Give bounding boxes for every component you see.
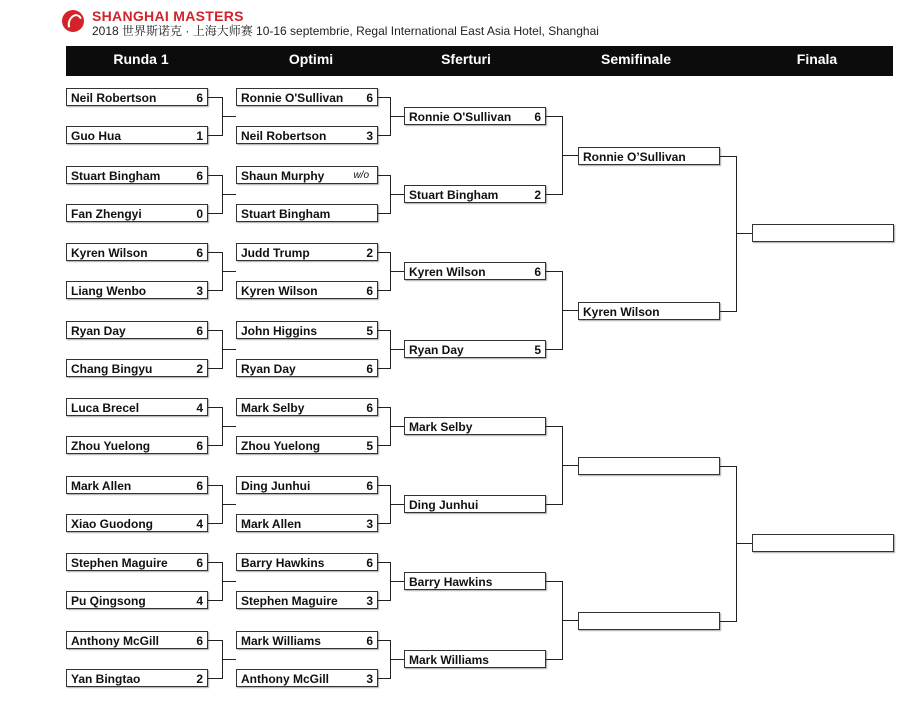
bracket-connector-line <box>546 504 562 505</box>
player-slot <box>236 476 378 494</box>
bracket-connector-line <box>390 271 404 272</box>
player-slot <box>66 204 208 222</box>
player-name: Ronnie O'Sullivan <box>409 110 512 124</box>
player-name: Luca Brecel <box>71 401 140 415</box>
bracket-connector-line <box>562 310 578 311</box>
player-name: Mark Selby <box>409 420 473 434</box>
player-name: Barry Hawkins <box>409 575 493 589</box>
bracket-connector-line <box>208 640 222 641</box>
player-score: 4 <box>196 594 203 608</box>
player-name: Yan Bingtao <box>71 671 141 686</box>
player-score: 6 <box>196 91 203 105</box>
bracket-connector-line <box>562 620 578 621</box>
empty-player-slot <box>578 457 720 475</box>
player-slot <box>404 417 546 435</box>
bracket-connector-line <box>546 194 562 195</box>
player-slot <box>66 436 208 454</box>
player-slot <box>404 572 546 590</box>
bracket-connector-line <box>720 311 736 312</box>
player-slot <box>66 591 208 609</box>
bracket-connector-line <box>736 156 737 312</box>
bracket-connector-line <box>720 621 736 622</box>
player-slot <box>66 321 208 339</box>
bracket-connector-line <box>378 600 390 601</box>
player-name: Neil Robertson <box>241 129 327 143</box>
player-name: Pu Qingsong <box>71 594 146 608</box>
player-score: 4 <box>196 401 203 415</box>
bracket-connector-line <box>222 659 236 660</box>
player-slot <box>404 262 546 280</box>
player-name: Kyren Wilson <box>409 265 486 279</box>
player-name: Zhou Yuelong <box>241 439 321 453</box>
player-name: Ryan Day <box>71 323 126 338</box>
player-name: Shaun Murphy <box>241 168 325 183</box>
bracket-connector-line <box>208 562 222 563</box>
player-name: Zhou Yuelong <box>71 439 151 453</box>
bracket-connector-line <box>208 252 222 253</box>
bracket-connector-line <box>208 485 222 486</box>
player-slot <box>236 514 378 532</box>
header-sferturi: Sferturi <box>441 51 491 67</box>
player-slot <box>404 340 546 358</box>
player-slot <box>236 88 378 106</box>
brand-title: SHANGHAI MASTERS <box>92 8 244 24</box>
player-slot <box>66 398 208 416</box>
bracket-connector-line <box>390 504 404 505</box>
player-name: Stephen Maguire <box>241 594 338 608</box>
player-score: 6 <box>534 110 541 124</box>
bracket-connector-line <box>546 581 562 582</box>
player-score: 6 <box>366 91 373 105</box>
player-score: 2 <box>534 187 541 202</box>
player-name: John Higgins <box>241 323 317 338</box>
bracket-connector-line <box>208 290 222 291</box>
player-name: Ronnie O'Sullivan <box>241 91 344 105</box>
player-slot <box>66 514 208 532</box>
player-name: Kyren Wilson <box>71 246 148 260</box>
bracket-connector-line <box>378 368 390 369</box>
bracket-connector-line <box>562 155 578 156</box>
bracket-connector-line <box>208 175 222 176</box>
player-name: Mark Allen <box>241 516 302 531</box>
header-finala: Finala <box>796 51 838 67</box>
bracket-connector-line <box>208 97 222 98</box>
bracket-connector-line <box>378 523 390 524</box>
bracket-connector-line <box>222 349 236 350</box>
player-name: Stuart Bingham <box>71 168 161 183</box>
player-score: 3 <box>366 594 373 608</box>
header-runda-1: Runda 1 <box>113 51 169 67</box>
bracket-connector-line <box>208 213 222 214</box>
bracket-connector-line <box>390 349 404 350</box>
bracket-connector-line <box>378 445 390 446</box>
player-slot <box>66 631 208 649</box>
bracket-connector-line <box>222 116 236 117</box>
player-name: Anthony McGill <box>71 633 159 648</box>
bracket-connector-line <box>378 213 390 214</box>
player-slot <box>236 591 378 609</box>
player-slot <box>236 359 378 377</box>
player-score: 6 <box>196 633 203 648</box>
bracket-connector-line <box>720 156 736 157</box>
bracket-connector-line <box>390 659 404 660</box>
bracket-connector-line <box>562 465 578 466</box>
player-score: 5 <box>366 323 373 338</box>
bracket-connector-line <box>222 504 236 505</box>
player-name: Guo Hua <box>71 129 121 143</box>
player-name: Ryan Day <box>409 342 464 357</box>
bracket-connector-line <box>222 581 236 582</box>
bracket-connector-line <box>546 116 562 117</box>
player-slot <box>66 243 208 261</box>
player-slot <box>236 631 378 649</box>
player-slot <box>236 321 378 339</box>
bracket-connector-line <box>208 368 222 369</box>
empty-player-slot <box>752 224 894 242</box>
player-score: 3 <box>366 129 373 143</box>
bracket-connector-line <box>378 252 390 253</box>
bracket-connector-line <box>736 233 752 234</box>
player-name: Liang Wenbo <box>71 284 147 298</box>
bracket-connector-line <box>546 426 562 427</box>
player-name: Stephen Maguire <box>71 556 168 570</box>
empty-player-slot <box>752 534 894 552</box>
player-score: 2 <box>366 246 373 260</box>
shanghai-masters-logo-icon <box>62 10 84 32</box>
bracket-connector-line <box>390 194 404 195</box>
player-slot <box>404 650 546 668</box>
player-name: Ryan Day <box>241 361 296 376</box>
bracket-connector-line <box>208 678 222 679</box>
player-slot <box>236 553 378 571</box>
player-name: Anthony McGill <box>241 671 329 686</box>
player-name: Stuart Bingham <box>409 187 499 202</box>
player-name: Barry Hawkins <box>241 556 325 570</box>
bracket-connector-line <box>378 290 390 291</box>
walkover-label: w/o <box>353 169 369 181</box>
player-score: 5 <box>366 439 373 453</box>
player-slot <box>66 281 208 299</box>
player-score: 6 <box>366 478 373 493</box>
bracket-connector-line <box>208 330 222 331</box>
bracket-connector-line <box>390 116 404 117</box>
bracket-connector-line <box>222 271 236 272</box>
bracket-connector-line <box>736 543 752 544</box>
bracket-connector-line <box>222 194 236 195</box>
player-score: 6 <box>196 246 203 260</box>
player-slot <box>66 553 208 571</box>
bracket-connector-line <box>378 330 390 331</box>
bracket-connector-line <box>720 466 736 467</box>
bracket-connector-line <box>736 466 737 622</box>
player-name: Judd Trump <box>241 246 310 260</box>
bracket-connector-line <box>378 485 390 486</box>
player-slot <box>236 436 378 454</box>
player-slot <box>66 476 208 494</box>
round-header-bar <box>66 46 893 76</box>
bracket-connector-line <box>378 407 390 408</box>
player-slot <box>236 281 378 299</box>
bracket-connector-line <box>390 581 404 582</box>
player-name: Ding Junhui <box>409 497 479 512</box>
header-optimi: Optimi <box>288 51 334 67</box>
player-name: Kyren Wilson <box>583 305 660 319</box>
bracket-connector-line <box>546 271 562 272</box>
bracket-connector-line <box>378 678 390 679</box>
player-slot <box>66 88 208 106</box>
player-score: 5 <box>534 342 541 357</box>
bracket-connector-line <box>222 426 236 427</box>
player-score: 6 <box>196 168 203 183</box>
player-score: 2 <box>196 671 203 686</box>
player-slot <box>236 398 378 416</box>
bracket-connector-line <box>208 600 222 601</box>
event-subtitle: 2018 世界斯诺克 · 上海大师赛 10-16 septembrie, Regal International East Asia Hotel, Shanghai <box>92 24 599 38</box>
bracket-connector-line <box>378 135 390 136</box>
bracket-connector-line <box>208 445 222 446</box>
player-score: 1 <box>196 129 203 143</box>
player-score: 6 <box>196 556 203 570</box>
empty-player-slot <box>578 612 720 630</box>
bracket-connector-line <box>208 407 222 408</box>
bracket-connector-line <box>546 659 562 660</box>
player-name: Fan Zhengyi <box>71 206 142 221</box>
player-slot <box>236 669 378 687</box>
player-score: 4 <box>196 516 203 531</box>
player-slot <box>578 302 720 320</box>
player-score: 6 <box>366 556 373 570</box>
player-score: 6 <box>366 401 373 415</box>
player-name: Neil Robertson <box>71 91 157 105</box>
player-score: 6 <box>366 284 373 298</box>
player-score: 6 <box>196 323 203 338</box>
player-name: Mark Selby <box>241 401 305 415</box>
bracket-connector-line <box>546 349 562 350</box>
player-score: 6 <box>366 361 373 376</box>
player-slot <box>578 147 720 165</box>
player-slot <box>236 166 378 184</box>
bracket-connector-line <box>378 640 390 641</box>
player-slot <box>66 126 208 144</box>
player-name: Mark Williams <box>241 633 321 648</box>
player-score: 6 <box>366 633 373 648</box>
player-slot <box>404 185 546 203</box>
player-score: 2 <box>196 361 203 376</box>
player-name: Xiao Guodong <box>71 516 153 531</box>
player-name: Chang Bingyu <box>71 361 153 376</box>
player-score: 3 <box>196 284 203 298</box>
bracket-connector-line <box>208 135 222 136</box>
bracket-connector-line <box>378 175 390 176</box>
player-slot <box>236 204 378 222</box>
player-slot <box>66 359 208 377</box>
player-name: Ronnie O’Sullivan <box>583 150 686 164</box>
player-name: Kyren Wilson <box>241 284 318 298</box>
bracket-connector-line <box>390 426 404 427</box>
player-score: 3 <box>366 516 373 531</box>
player-name: Mark Allen <box>71 478 132 493</box>
player-score: 0 <box>196 206 203 221</box>
bracket-connector-line <box>378 562 390 563</box>
player-slot <box>404 107 546 125</box>
bracket-connector-line <box>378 97 390 98</box>
bracket-connector-line <box>208 523 222 524</box>
player-score: 6 <box>196 478 203 493</box>
player-name: Ding Junhui <box>241 478 311 493</box>
player-name: Stuart Bingham <box>241 206 331 221</box>
player-slot <box>236 126 378 144</box>
player-slot <box>404 495 546 513</box>
header-semifinale: Semifinale <box>600 51 672 67</box>
player-name: Mark Williams <box>409 652 489 667</box>
player-slot <box>66 669 208 687</box>
player-score: 3 <box>366 671 373 686</box>
player-score: 6 <box>534 265 541 279</box>
player-slot <box>66 166 208 184</box>
player-slot <box>236 243 378 261</box>
player-score: 6 <box>196 439 203 453</box>
